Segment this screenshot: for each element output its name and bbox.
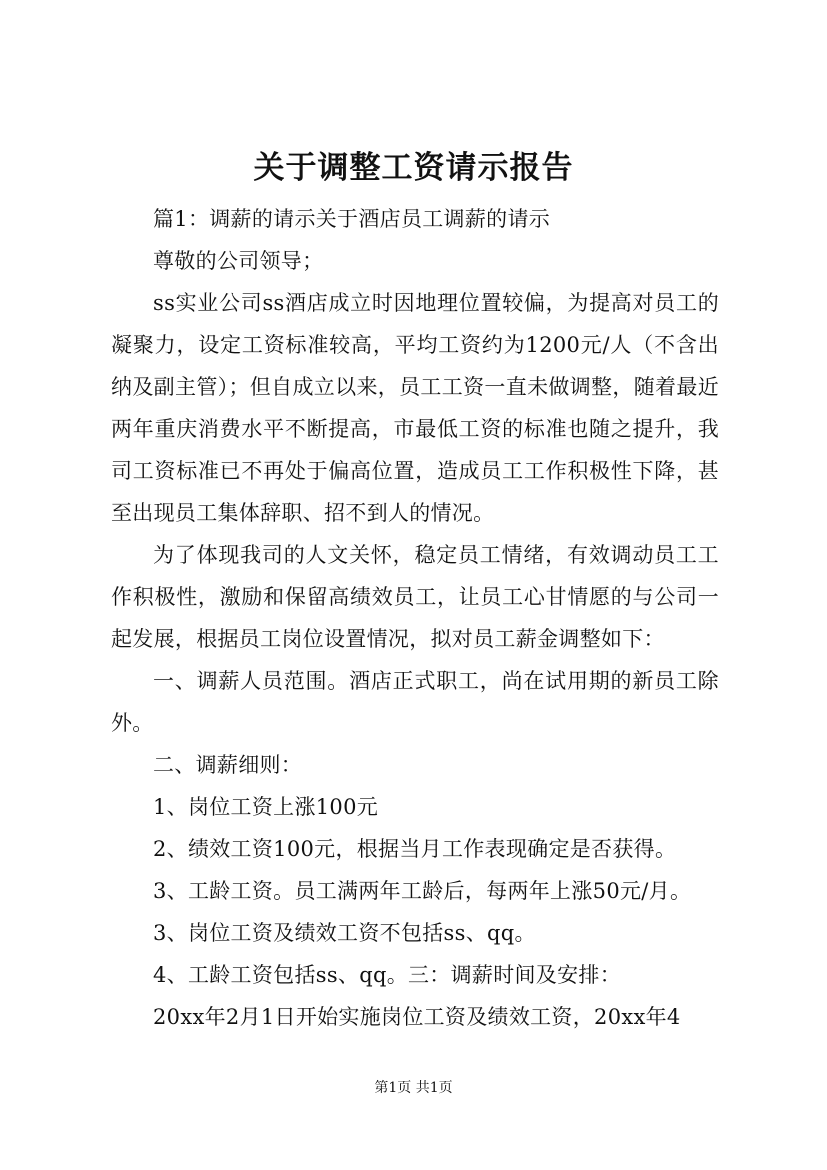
document-title: 关于调整工资请示报告	[253, 150, 574, 186]
paragraph-salutation: 尊敬的公司领导；	[153, 249, 324, 273]
page-footer: 第1页 共1页	[374, 1080, 453, 1096]
paragraph-purpose: 为了体现我司的人文关怀，稳定员工情绪，有效调动员工工作积极性，激励和保留高绩效员工，让员工心甘情愿的与公司一起发展，根据员工岗位设置情况，拟对员工薪金调整如下：	[111, 543, 719, 651]
paragraph-rule-2: 2、绩效工资100元，根据当月工作表现确定是否获得。	[153, 837, 677, 861]
document-body	[111, 198, 719, 1038]
paragraph-rule-3b: 3、岗位工资及绩效工资不包括ss、qq。	[153, 921, 536, 945]
paragraph-scope: 一、调薪人员范围。酒店正式职工，尚在试用期的新员工除外。	[111, 669, 719, 735]
paragraph-schedule: 20xx年2月1日开始实施岗位工资及绩效工资，20xx年4	[153, 1005, 681, 1029]
paragraph-rule-1: 1、岗位工资上涨100元	[153, 795, 379, 819]
paragraph-rules-heading: 二、调薪细则：	[153, 753, 303, 777]
paragraph-background: ss实业公司ss酒店成立时因地理位置较偏，为提高对员工的凝聚力，设定工资标准较高，平均工资约为1200元/人（不含出纳及副主管）；但自成立以来，员工工资一直未做调整，随着最近两年重庆消费水平不断提高，市最低工资的标准也随之提升，我司工资标准已不再处于偏高位置，造成员工工作积极性下降，甚至出现员工集体辞职、招不到人的情况。	[111, 291, 719, 525]
paragraph-rule-4: 4、工龄工资包括ss、qq。三：调薪时间及安排：	[153, 963, 621, 987]
paragraph-rule-3: 3、工龄工资。员工满两年工龄后，每两年上涨50元/月。	[153, 879, 692, 903]
paragraph-section-heading: 篇1：调薪的请示关于酒店员工调薪的请示	[153, 207, 551, 231]
